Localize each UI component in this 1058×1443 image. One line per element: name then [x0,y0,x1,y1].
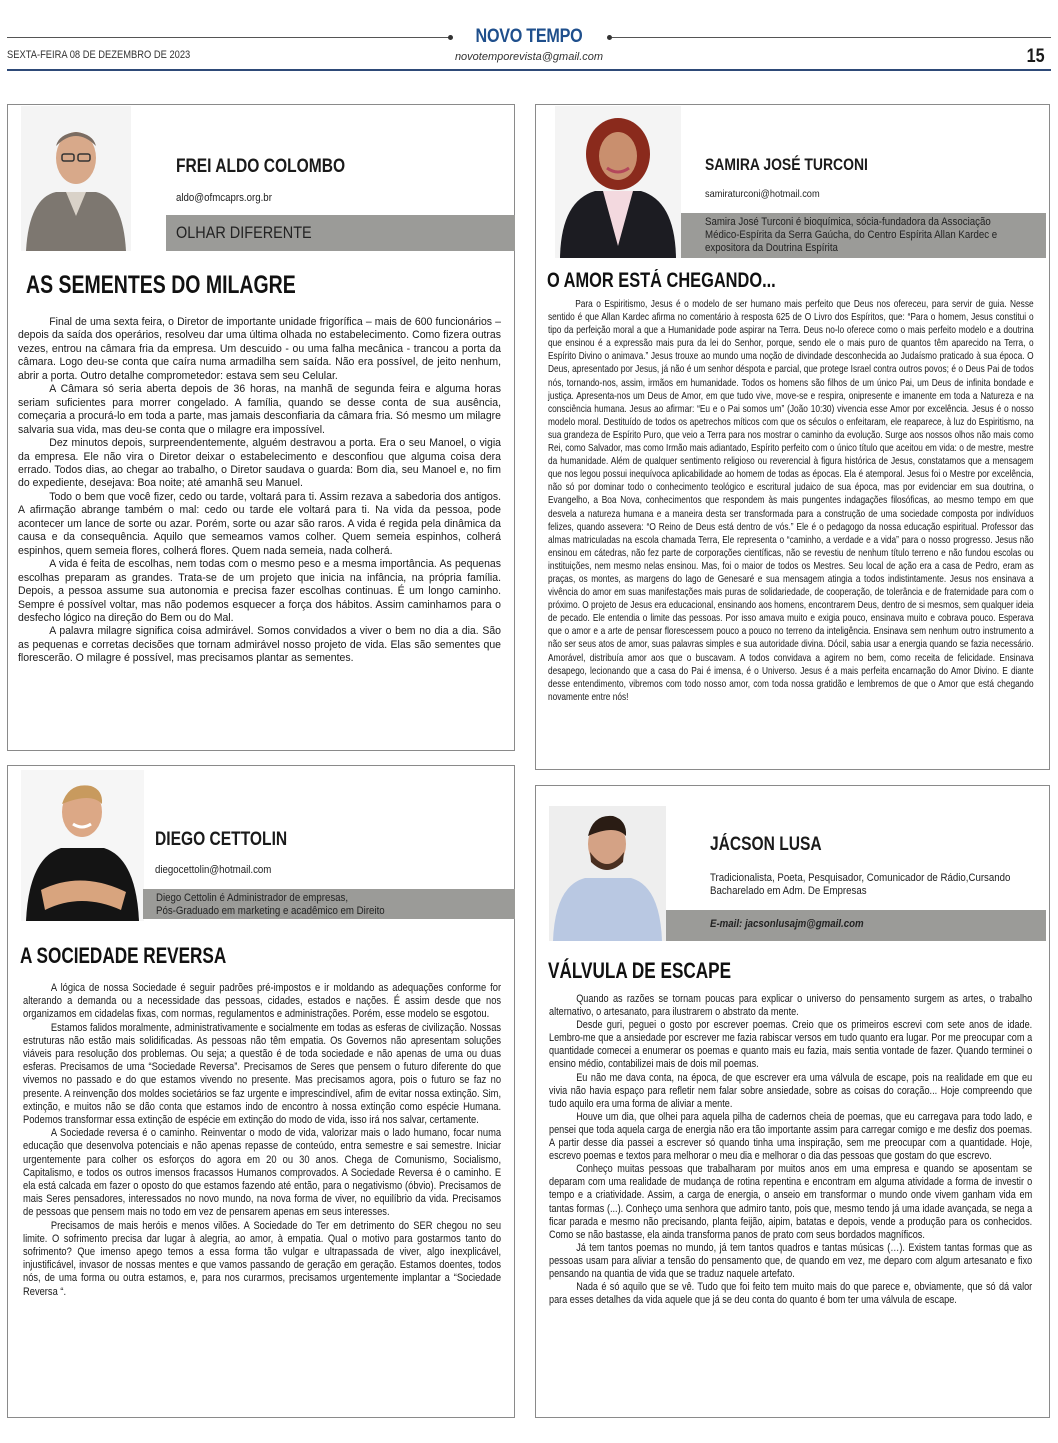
portrait-man-glasses-icon [21,106,131,251]
paragraph: Final de uma sexta feira, o Diretor de importante unidade frigorífica – mais de 600 funcionários – depois da saída dos operários, resolveu dar uma última olhada no estabelecimento. Como fizera outras vezes, entrou na câmara fria da empresa. Um descuido - ou uma falha mecânica - trancou a porta da câmara. Logo deu-se conta que caíra numa armadilha sem saída. Não era possível, de jeito nenhum, abrir a porta. Outro detalhe comprometedor: estava sem seu Celular. [18,316,501,382]
author-photo [21,106,131,251]
author-photo [555,106,681,258]
paragraph: Houve um dia, que olhei para aquela pilha de cadernos cheia de poemas, que eu carregava para todo lado, e pensei que toda aquela carga de energia não era tão importante assim para carregar comigo e me desfiz dos poemas. A partir desse dia passei a escrever só quando tinha uma inspiração, sem me preocupar com a quantidade. Hoje, escrevo poemas e textos para melhorar o meu dia e melhorar o dia das pessoas que gostam do que escrevo. [549,1110,1033,1163]
author-name: FREI ALDO COLOMBO [176,156,346,177]
author-name: SAMIRA JOSÉ TURCONI [705,155,868,174]
article-headline: O AMOR ESTÁ CHEGANDO... [547,269,776,292]
page-number: 15 [1026,46,1045,67]
article-body [548,298,1034,704]
article-headline: AS SEMENTES DO MILAGRE [26,271,296,299]
paragraph: Eu não me dava conta, na época, de que escrever era uma válvula de escape, pois na realidade em que eu vivia não havia espaço para refletir nem falar sobre ansiedade, sobre as coisas do coração... Hoje compreendo que tudo aquilo era uma forma de aliviar a mente. [549,1071,1033,1110]
paragraph: A vida é feita de escolhas, nem todas com o mesmo peso e a mesma importância. As pequenas escolhas preparam as grandes. Trata-se de um projeto que inicia na infância, na própria família. Depois, a pessoa assume sua autonomia e precisa fazer escolhas continuas. É um longo caminho. Sempre é possível voltar, mas não podemos esquecer a força dos hábitos. Assim caminhamos para o desfecho lógico na direção do Bem ou do Mal. [18,558,501,624]
bio-line: Tradicionalista, Poeta, Pesquisador, Comunicador de Rádio,Cursando [710,872,1011,884]
paragraph: Conheço muitas pessoas que trabalharam por muitos anos em uma empresa e quando se aposentam se deparam com uma realidade de mudança de rotina repentina e encontram em alguma atividade a forma de investir o tempo e a criatividade. Assim, a carga de energia, o anseio em transformar o mundo onde vivem ganham vida em tantas formas (...). Conheço uma senhora que admiro tanto, pois que, mesmo tendo já uma idade avançada, se nega a ficar parada e mesmo não precisando, planta feijão, aipim, batatas e depois, vende a produção para os conhecidos. Como se não bastasse, ela ainda transforma panos de prato com seus bordados magníficos. [549,1163,1033,1241]
article-diego [7,765,515,1418]
paragraph: A Sociedade reversa é o caminho. Reinventar o modo de vida, valorizar mais o lado humano, focar numa educação que desenvolva potenciais e não apenas repasse de conteúdo, entra semestre e sai semestre. Iniciar urgentemente para colher os esforços do agora em 20 ou 30 anos. Chega de Comunismo, Socialismo, Capitalismo, e todos os outros imensos fracassos Humanos comprovados. A Sociedade Reversa é o caminho. E ela está calcada em fazer o oposto do que estamos fazendo até então, para o negativismo (óbvio). Precisamos de mais Seres pensadores, interessados no novo mundo, na nova forma de viver, no equilíbrio da vida. Precisamos de pessoas que pensem mais no todo em vez de pensarem apenas em seus interesses. [23,1127,502,1219]
article-headline: A SOCIEDADE REVERSA [20,943,227,968]
article-samira [535,104,1050,770]
portrait-young-man-icon [21,770,144,921]
article-jacson [535,785,1050,1418]
newspaper-brand: NOVO TEMPO [475,26,583,47]
bio-line: Médico-Espírita da Serra Gaúcha, do Centro Espírita Allan Kardec e [705,229,998,241]
paragraph: A palavra milagre significa coisa admirável. Somos convidados a viver o bem no dia a dia. São as pequenas e corretas decisões que tornam admirável nosso projeto de vida. Elas são sementes que florescerão. O milagre é possível, mas precisamos plantar as sementes. [18,625,501,665]
author-email[interactable]: diegocettolin@hotmail.com [155,864,272,876]
newspaper-email[interactable]: novotemporevista@gmail.com [454,51,604,63]
paragraph: Precisamos de mais heróis e menos vilões. A Sociedade do Ter em detrimento do SER chegou no seu limite. O sofrimento precisa dar lugar à alegria, ao amor, à empatia. Qual o motivo para gostarmos tanto do sofrimento? Que imenso apego temos a essa forma tão vulgar e ultrapassada de viver, algo inexplicável, injustificável, invasor de nossas mentes e que vamos passando de geração em geração. Estamos doentes, todos nós, de uma forma ou outra estamos, e, para nos curarmos, precisamos urgentemente implantar a “Sociedade Reversa “. [23,1219,502,1298]
portrait-woman-icon [555,106,681,258]
bio-line: Samira José Turconi é bioquímica, sócia-fundadora da Associação [705,216,991,228]
paragraph: Desde guri, peguei o gosto por escrever poemas. Creio que os primeiros escrevi com sete anos de idade. Lembro-me que a ansiedade por escrever me fazia rabiscar versos em tudo quanto era lugar. Por me preocupar com a quantidade comecei a enumerar os poemas e quanto mais eu fazia, mais sentia vontade de fazer. Quando terminei o ensino médio, contabilizei mais de dois mil poemas. [549,1019,1033,1071]
column-bar [166,215,515,251]
article-headline: VÁLVULA DE ESCAPE [548,958,732,983]
masthead-blue-rule [7,69,1051,71]
article-frei-aldo [7,104,515,751]
author-email[interactable]: samiraturconi@hotmail.com [705,188,820,200]
author-email[interactable]: aldo@ofmcaprs.org.br [176,192,272,204]
article-body [23,982,501,1299]
author-email[interactable]: E-mail: jacsonlusajm@gmail.com [710,918,864,930]
column-title: OLHAR DIFERENTE [176,223,312,242]
author-photo [21,770,144,921]
author-email-bar [666,910,1046,941]
issue-date: SEXTA-FEIRA 08 DE DEZEMBRO DE 2023 [7,49,191,61]
author-bio-bar [143,889,515,919]
author-bio [156,892,385,918]
bio-line: Pós-Graduado em marketing e acadêmico em Direito [156,905,385,917]
paragraph: Nada é só aquilo que se vê. Tudo que foi feito tem muito mais do que parece e, obviamente, que só dá valor para esses detalhes da vida aquele que já se deu conta do quanto é bom ter uma válvula de escape. [549,1281,1033,1307]
paragraph: A lógica de nossa Sociedade é seguir padrões pré-impostos e ir moldando as adequações conforme for alterando a demanda ou a necessidade das pessoas, cidades, estados e nações. É assim desde que nos organizamos em cidadelas fixas, com normas, regulamentos e administrações. Porém, esse modelo se esgotou. [23,982,502,1021]
paragraph: Estamos falidos moralmente, administrativamente e socialmente em todas as esferas de civilização. Nossas estruturas não estão mais solidificadas. As pessoas não têm empatia. Os Governos não apresentam soluções viáveis para resolução dos problemas. Ou seja; a questão é de toda sociedade e não apenas de uma ou duas esferas. Precisamos de uma “Sociedade Reversa”. Precisamos de Seres que pensem o futuro diferente do que vivemos no passado e do que estamos vivendo no presente. Mas precisamos agora, pois o futuro se faz no presente. A reinvenção dos moldes societários se faz urgente e imprescindível, afim de evitar nossa extinção. Sim, extinção, e muitos não se dão conta que estamos indo de encontro à nossa extinção como espécie Humana. Podemos transformar essa extinção de espécie em extinção do modo de vida, isso irá nos salvar, certamente. [23,1021,502,1127]
bio-line: expositora da Doutrina Espírita [705,242,838,254]
paragraph: Dez minutos depois, surpreendentemente, alguém destravou a porta. Era o seu Manoel, o vigia da empresa. Ele não vira o Diretor deixar o estabelecimento e desconfiou que alguma coisa dera errado. Todos dias, ao chegar ao trabalho, o Diretor saudava o guarda: Bom dia, seu Manoel e, no fim do expediente, desejava: Boa noite; até amanhã seu Manuel. [18,437,501,490]
author-photo [549,806,666,941]
paragraph: A Câmara só seria aberta depois de 36 horas, na manhã de segunda feira e alguma horas seriam suficientes para morrer congelado. A família, quando se desse conta de sua ausência, começaria a procurá-lo em toda a parte, mas jamais desconfiaria da câmara fria. Só mesmo um milagre salvaria sua vida, mas deu-se conta que o milagre era impossível. [18,383,501,436]
bio-line: Diego Cettolin é Administrador de empresas, [156,892,349,904]
author-name: JÁCSON LUSA [710,834,822,855]
author-bio-bar [681,213,1046,258]
author-bio [710,872,1010,898]
author-bio [705,216,997,255]
paragraph: Já tem tantos poemas no mundo, já tem tantos quadros e tantas músicas (…). Existem tantas formas que as pessoas usam para aliviar a tensão do pensamento que, de quando em vez, me deparo com algum artesanato e fixo pensando na quantia de vida que se traduz naquele artefato. [549,1241,1033,1280]
paragraph: Todo o bem que você fizer, cedo ou tarde, voltará para ti. Assim rezava a sabedoria dos antigos. A afirmação abrange também o mal: cedo ou tarde ele voltará para ti. Na vida da pessoa, pode acontecer um lance de sorte ou azar. Porém, sorte ou azar são raros. A vida é regida pela dinâmica da causa e da consequência. Aquilo que semeamos vamos colher. Quem semeia espinhos, colherá espinhos, quem semeia flores, colherá flores. Quem nada semeia, nada colherá. [18,490,501,557]
article-body [549,993,1032,1307]
article-body [18,316,501,666]
paragraph: Quando as razões se tornam poucas para explicar o universo do pensamento surgem as artes, o trabalho alternativo, o artesanato, para ilustrarem o abstrato da mente. [549,993,1033,1019]
author-name: DIEGO CETTOLIN [155,829,288,850]
paragraph: Para o Espiritismo, Jesus é o modelo de ser humano mais perfeito que Deus nos ofereceu, para servir de guia. Nesse sentido é que Allan Kardec afirma no comentário à resposta 625 de O Livro dos Espíritos, que: “Para o homem, Jesus constitui o tipo da perfeição moral a que a Humanidade pode aspirar na Terra. Deus no-lo oferece como o mais perfeito modelo e a doutrina que ensinou é a expressão mais pura da lei do Senhor, porque, sendo ele o mais puro de quantos têm aparecido na Terra, o Espírito Divino o animava.” Jesus trouxe ao mundo uma noção de divindade desconhecida ao Judaísmo praticado à sua época. O Deus, apresentado por Jesus, já não é um senhor déspota e parcial, que protege Israel contra outros povos; é o Deus Pai de todos nós, tornando-nos, assim, irmãos em humanidade. Todos os homens são filhos de um único Pai, um Deus de infinita bondade e justiça. Apresenta-nos um Deus de Amor, em que tudo vive, move-se e respira, onipresente e imanente em toda a Natureza e na consciência humana. Jesus ao afirmar: “Eu e o Pai somos um” (João 10:30) vivencia esse Amor por excelência. Jesus é o nosso modelo moral. Destituído de todos os apetrechos míticos com que os séculos o enfeitaram, ele reaparece, à luz do Espiritismo, na sua grandeza de Espírito Puro, que veio a Terra para nos mostrar o caminho da evolução. Surge aos nossos olhos não mais como Rei, como Salvador, mas como Irmão mais adiantado, Espírito perfeito com o único título que aceitou em vida: o de mestre, mestre da humanidade. Além de qualquer sentimento religioso ou reverencial à figura histórica de Jesus, constatamos que a mensagem que nos legou possui inequívoca aplicabilidade ao homem de todas as épocas. Ela é atemporal. Jesus foi o Mestre por excelência, não só por dominar todo o conhecimento teológico e escritural judaico de sua época, mas por evidenciar em sua doutrina, o Evangelho, a Boa Nova, conhecimentos que respondem às mais pungentes indagações filosóficas, ao mesmo tempo em que desvela a natureza humana e a maneira desta ser transformada para a construção de uma sociedade composta por indivíduos felizes, quando assevera: “O Reino de Deus está dentro de vós.” Ele é o pedagogo da nossa educação espiritual. Professor das almas matriculadas na escola chamada Terra, Ele representa o “caminho, a verdade e a vida” para o nosso progresso. Jesus não ensinou em cátedras, não fez parte de corporações científicas, não se revestiu de nenhum título terreno e não fundou escolas ou instituições, nem mesmo nelas ensinou. Mas, foi o maior de todos os Mestres. Seu local de ação era a casa de Pedro, eram as praças, os montes, as margens do lago de Genesaré e sua mensagem atingia a todos indistintamente. Jesus nos ensinava a vivência do amor em suas manifestações mais puras de solidariedade, de cooperação, de tolerância e de fraternidade para com o próximo. O projeto de Jesus era educacional, ensinando aos homens, encontrarem Deus, dentro de si mesmos, sem qualquer ideia de pecado. Ele entendia o limite das pessoas. Por isso amava muito e exigia pouco, ensinava muito e cobrava pouco. Esperava que o amor e a arte de pensar florescessem pouco a pouco no terreno da inteligência. Ensinava sem nenhum outro instrumento a não ser seus atos de amor, suas palavras simples e sua autoridade divina. Dócil, sabia usar a energia quando se fazia necessário. Amorável, distribuía amor aos que o buscavam. A todos convidava a agirem no bem, como receita de felicidade. Ensinava desapego, lecionando que a casa do Pai é imensa, é o Universo. Jesus é a mais perfeita encarnação do Amor Divino. E diante desse entendimento, vibremos com todo nosso amor, com toda nossa gratidão e lembremos de que o Amor que está chegando novamente entre nós! [548,299,1034,703]
portrait-bearded-man-icon [549,806,666,941]
bio-line: Bacharelado em Adm. De Empresas [710,885,867,897]
